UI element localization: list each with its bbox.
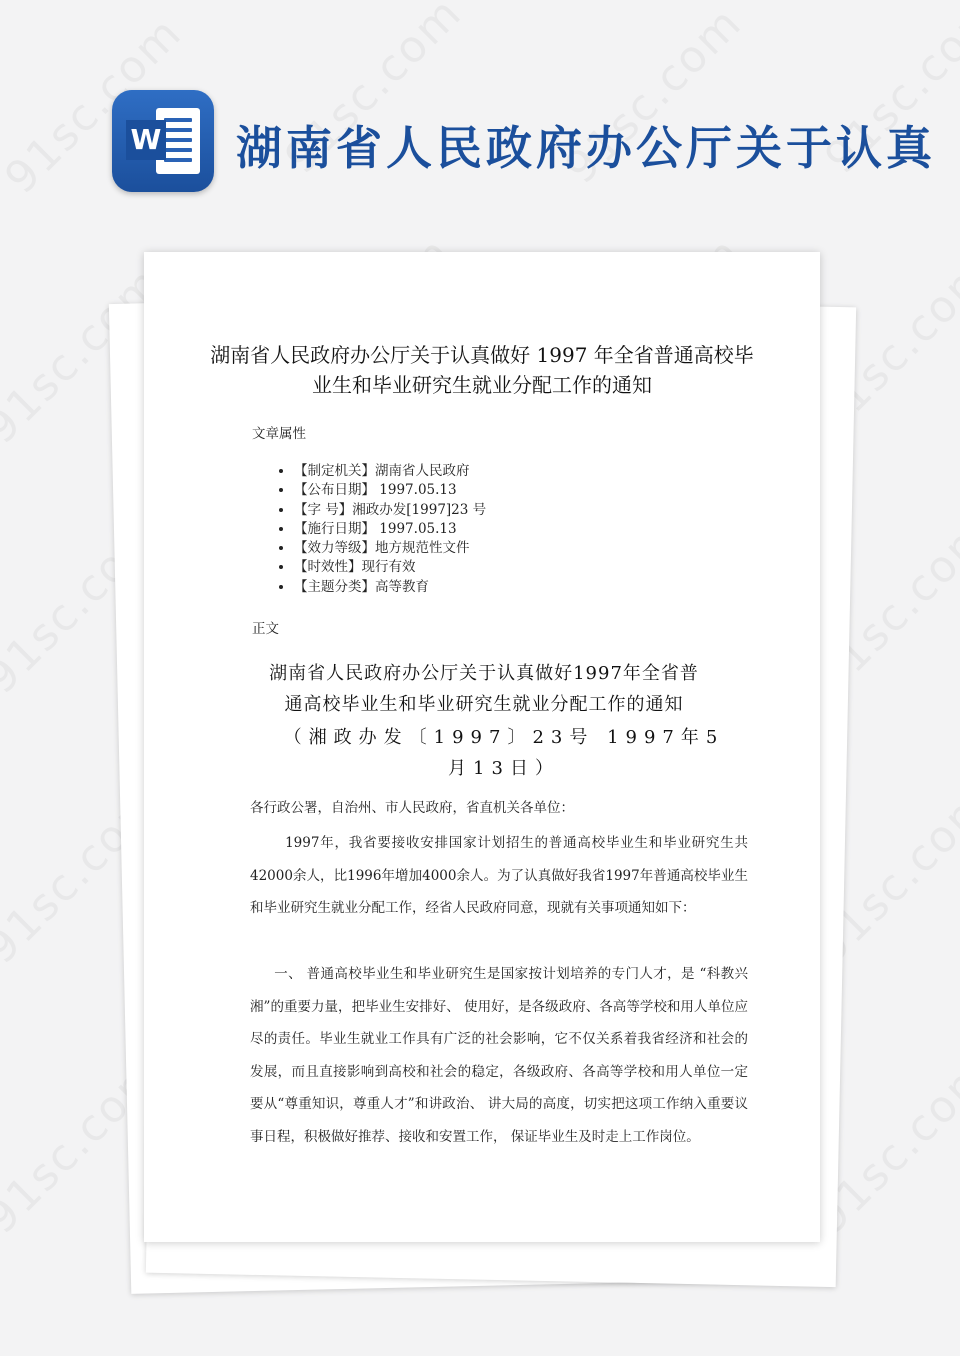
notice-reference: （湘政办发〔1997〕23号 1997年5月13日）	[283, 727, 725, 779]
list-item: • 【施行日期】 1997.05.13	[294, 520, 486, 539]
list-item: • 【时效性】现行有效	[294, 558, 486, 577]
paragraph-1: 1997年，我省要接收安排国家计划招生的普通高校毕业生和毕业研究生共42000余人，比1996年增加4000余人。为了认真做好我省1997年普通高校毕业生和毕业研究生就业分配工作，经省人民政府同意，现就有关事项通知如下：	[250, 835, 748, 917]
list-item: • 【主题分类】高等教育	[294, 578, 486, 597]
paragraph-2: 一、 普通高校毕业生和毕业研究生是国家按计划培养的专门人才，是 “科教兴湘”的重要力量，把毕业生安排好、 使用好，是各级政府、各高等学校和用人单位应尽的责任。毕业生就业工作具有广泛的社会影响，它不仅关系着我省经济和社会的发展，而且直接影响到高校和社会的稳定，各级政府、各高等学校和用人单位一定要从“尊重知识，尊重人才”和讲政治、 讲大局的高度，切实把这项工作纳入重要议事日程，积极做好推荐、接收和安置工作， 保证毕业生及时走上工作岗位。	[250, 966, 748, 1145]
list-item: • 【公布日期】 1997.05.13	[294, 481, 486, 500]
header-title: 湖南省人民政府办公厅关于认真	[236, 121, 936, 175]
attributes-list	[274, 462, 486, 597]
list-item: • 【字 号】湘政办发[1997]23 号	[294, 501, 486, 520]
list-item: • 【制定机关】湖南省人民政府	[294, 462, 486, 481]
word-letter: W	[126, 120, 166, 160]
body-label: 正文	[252, 621, 279, 637]
document-title: 湖南省人民政府办公厅关于认真做好 1997 年全省普通高校毕业生和毕业研究生就业分配工作的通知	[210, 343, 754, 397]
list-item: • 【效力等级】地方规范性文件	[294, 539, 486, 558]
notice-title: 湖南省人民政府办公厅关于认真做好1997年全省普通高校毕业生和毕业研究生就业分配工作的通知	[269, 663, 699, 715]
word-document-icon	[112, 90, 214, 192]
preview-header	[0, 0, 960, 240]
document-page	[144, 252, 820, 1242]
salutation: 各行政公署，自治州、市人民政府，省直机关各单位：	[250, 800, 574, 816]
attributes-label: 文章属性	[252, 426, 306, 442]
